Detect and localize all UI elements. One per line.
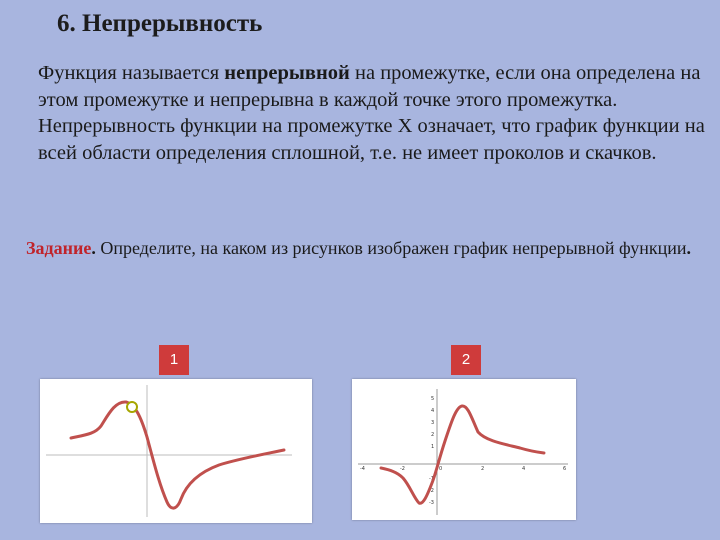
y-tick-label: 4: [431, 408, 435, 414]
figure-1-plot: [40, 379, 312, 523]
definition-p1-end: на промежутке, если она определена на этом промежутке и непрерывна в каждой точке этого промежутка.: [38, 62, 701, 111]
definition-keyword: непрерывной: [224, 62, 350, 84]
definition-text: [26, 60, 706, 166]
definition-p2-text: Непрерывность функции на промежутке Х означает, что график функции на всей области определения сплошной, т.е. не имеет проколов и скачков.: [38, 115, 705, 164]
figure-2-plot: [352, 379, 576, 520]
figure-2-badge: 2: [451, 345, 481, 375]
y-tick-label: 5: [431, 396, 435, 402]
slide-title: 6. Непрерывность: [57, 10, 263, 37]
y-tick-label: -3: [429, 500, 434, 506]
y-tick-label: -2: [429, 488, 434, 494]
task-dot: .: [91, 238, 96, 258]
x-tick-label: -4: [360, 466, 365, 472]
curve-2: [381, 406, 544, 503]
figure-2-graph[interactable]: [352, 379, 576, 520]
x-tick-label: 6: [563, 466, 567, 472]
definition-paragraph-2: [26, 113, 706, 166]
task-label: Задание: [26, 238, 92, 258]
figure-1-badge: 1: [159, 345, 189, 375]
figure-1-graph[interactable]: [40, 379, 312, 523]
definition-p1-start: Функция называется: [38, 62, 225, 84]
x-tick-label: 2: [481, 466, 485, 472]
y-tick-label: -1: [429, 476, 434, 482]
x-tick-label: 4: [522, 466, 526, 472]
y-tick-label: 1: [431, 444, 435, 450]
y-tick-label: 3: [431, 420, 435, 426]
task-end-dot: .: [686, 238, 692, 258]
task-question: Определите, на каком из рисунков изображен график непрерывной функции: [95, 238, 687, 258]
hole-marker: [127, 402, 137, 412]
x-tick-label: 0: [439, 466, 443, 472]
x-tick-label: -2: [400, 466, 405, 472]
y-tick-label: 2: [431, 432, 435, 438]
task-text: [26, 236, 706, 260]
definition-paragraph-1: [26, 60, 706, 113]
